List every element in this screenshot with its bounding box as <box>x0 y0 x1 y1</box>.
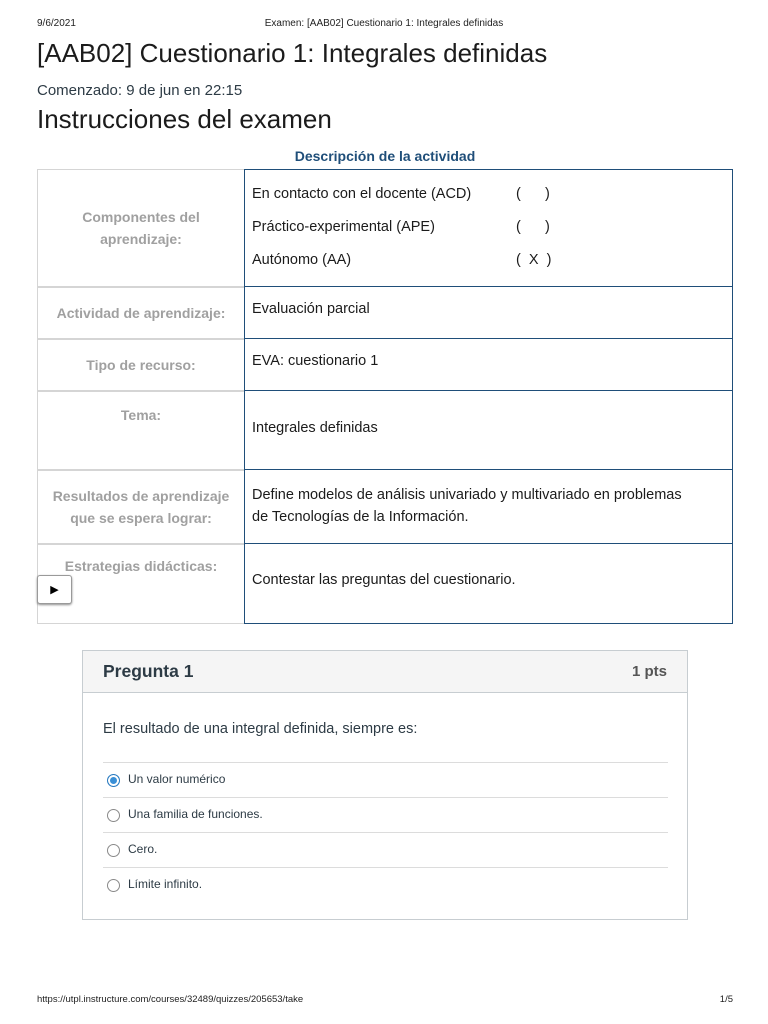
row-label-line: aprendizaje: <box>100 231 182 247</box>
row-value <box>244 287 733 339</box>
row-value-line: Integrales definidas <box>252 420 378 436</box>
component-ape-mark: ( ) <box>516 219 550 235</box>
print-footer <box>0 992 768 1012</box>
quiz-title: [AAB02] Cuestionario 1: Integrales definidas <box>37 38 548 68</box>
answer-option[interactable] <box>103 797 668 832</box>
component-ape: Práctico-experimental (APE) <box>252 219 435 235</box>
table-caption: Descripción de la actividad <box>294 148 476 164</box>
answer-option[interactable] <box>103 867 668 902</box>
started-info <box>37 82 242 99</box>
row-label-line: Tipo de recurso: <box>86 357 196 373</box>
row-value-line: de Tecnologías de la Información. <box>252 509 469 525</box>
answer-label[interactable]: Un valor numérico <box>128 772 226 786</box>
radio-icon[interactable] <box>107 879 120 892</box>
question-points: 1 pts <box>631 663 667 680</box>
row-label-line: Resultados de aprendizaje <box>52 488 230 504</box>
row-label-line: Estrategias didácticas: <box>64 558 218 574</box>
row-value <box>244 544 733 624</box>
row-value-line: Define modelos de análisis univariado y multivariado en problemas <box>252 487 682 503</box>
row-value-line: EVA: cuestionario 1 <box>252 353 379 369</box>
row-value <box>244 169 733 287</box>
question-header <box>83 651 687 693</box>
row-label-line: Componentes del <box>82 209 200 225</box>
question-card <box>82 650 688 920</box>
row-label <box>37 391 244 470</box>
row-label <box>37 470 244 544</box>
row-value-line: Evaluación parcial <box>252 301 370 317</box>
row-label-line: Tema: <box>120 407 162 423</box>
component-acd: En contacto con el docente (ACD) <box>252 186 472 202</box>
row-value <box>244 339 733 391</box>
table-row-components <box>37 169 733 287</box>
answer-label[interactable]: Límite infinito. <box>128 877 203 891</box>
row-value <box>244 391 733 470</box>
answer-label[interactable]: Una familia de funciones. <box>128 807 263 821</box>
print-date: 9/6/2021 <box>37 18 76 29</box>
table-row-resource <box>37 339 733 391</box>
component-acd-mark: ( ) <box>516 186 550 202</box>
row-label-line: Actividad de aprendizaje: <box>56 305 226 321</box>
row-label <box>37 169 244 287</box>
started-label: Comenzado: <box>37 82 123 99</box>
question-name: Pregunta 1 <box>103 661 194 681</box>
row-label-line: que se espera lograr: <box>70 510 212 526</box>
table-row-results <box>37 470 733 544</box>
page-url: https://utpl.instructure.com/courses/32489/quizzes/205653/take <box>37 994 304 1005</box>
row-value-line: Contestar las preguntas del cuestionario. <box>252 572 516 588</box>
instructions-title: Instrucciones del examen <box>37 104 332 134</box>
radio-selected-icon[interactable] <box>107 774 120 787</box>
answer-option[interactable] <box>103 762 668 797</box>
table-row-topic <box>37 391 733 470</box>
play-icon: ▶ <box>50 584 59 596</box>
radio-icon[interactable] <box>107 844 120 857</box>
table-row-strategies <box>37 544 733 624</box>
row-label <box>37 339 244 391</box>
answer-label[interactable]: Cero. <box>128 842 158 856</box>
question-text: El resultado de una integral definida, siempre es: <box>103 721 418 737</box>
row-label <box>37 287 244 339</box>
play-button[interactable] <box>37 575 72 604</box>
radio-icon[interactable] <box>107 809 120 822</box>
component-aa-mark: ( X ) <box>516 252 552 268</box>
started-value: 9 de jun en 22:15 <box>126 82 243 99</box>
component-aa: Autónomo (AA) <box>252 252 352 268</box>
row-value <box>244 470 733 544</box>
print-page-title: Examen: [AAB02] Cuestionario 1: Integrales definidas <box>264 18 504 29</box>
answer-option[interactable] <box>103 832 668 867</box>
answer-list <box>103 762 668 902</box>
table-row-activity <box>37 287 733 339</box>
page-number: 1/5 <box>719 994 733 1005</box>
